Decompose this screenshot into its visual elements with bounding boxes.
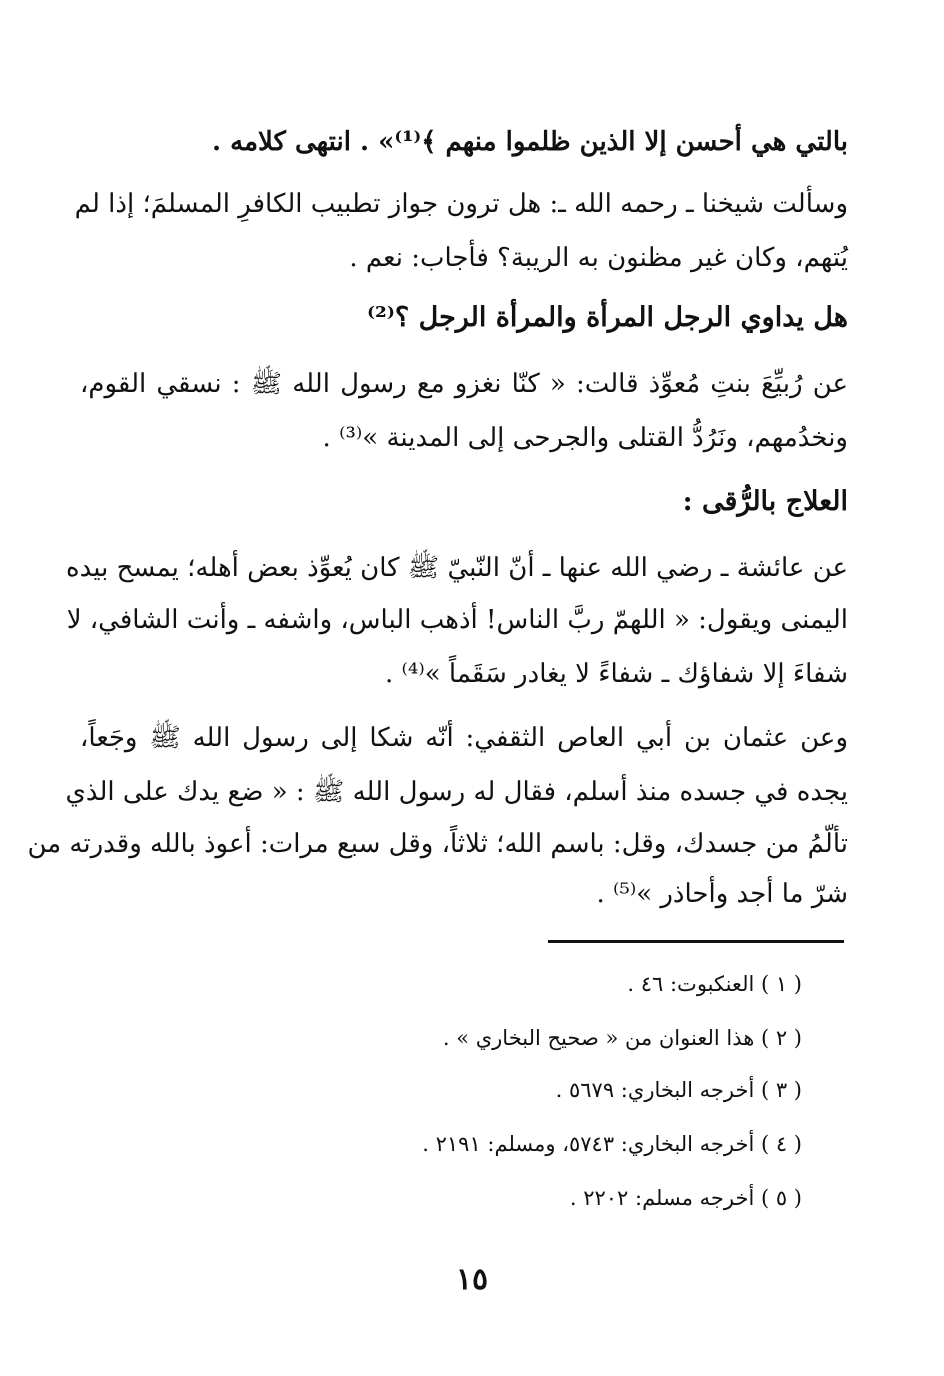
paragraph-line: ونخدُمهم، ونَرُدُّ القتلى والجرحى إلى المدينة »⁽³⁾ . xyxy=(322,423,848,453)
footnote: ( ١ ) العنكبوت: ٤٦ . xyxy=(627,972,802,996)
paragraph-line: شرّ ما أجد وأحاذر »⁽⁵⁾ . xyxy=(596,879,848,909)
page-number: ١٥ xyxy=(455,1262,489,1297)
footnote-separator xyxy=(548,940,844,943)
paragraph-line: تألّمُ من جسدك، وقل: باسم الله؛ ثلاثاً، وقل سبع مرات: أعوذ بالله وقدرته من xyxy=(27,829,848,859)
paragraph-line: اليمنى ويقول: « اللهمّ ربَّ الناس! أذهب الباس، واشفه ـ وأنت الشافي، لا xyxy=(66,605,848,635)
footnote: ( ٣ ) أخرجه البخاري: ٥٦٧٩ . xyxy=(555,1078,802,1102)
footnote: ( ٥ ) أخرجه مسلم: ٢٢٠٢ . xyxy=(569,1186,802,1210)
section-heading: هل يداوي الرجل المرأة والمرأة الرجل ؟⁽²⁾ xyxy=(366,302,848,333)
paragraph-line: عن رُبيِّعَ بنتِ مُعوِّذ قالت: « كنّا نغزو مع رسول الله ﷺ : نسقي القوم، xyxy=(80,369,848,399)
paragraph-line: يُتهم، وكان غير مظنون به الريبة؟ فأجاب: نعم . xyxy=(349,243,848,273)
paragraph-line: عن عائشة ـ رضي الله عنها ـ أنّ النّبيّ ﷺ كان يُعوِّذ بعض أهله؛ يمسح بيده xyxy=(66,553,848,583)
footnote: ( ٢ ) هذا العنوان من « صحيح البخاري » . xyxy=(442,1026,802,1050)
footnote: ( ٤ ) أخرجه البخاري: ٥٧٤٣، ومسلم: ٢١٩١ . xyxy=(422,1132,802,1156)
paragraph-line: وعن عثمان بن أبي العاص الثقفي: أنّه شكا إلى رسول الله ﷺ وجَعاً، xyxy=(80,723,848,753)
quran-verse-line: بالتي هي أحسن إلا الذين ظلموا منهم ﴾⁽¹⁾» . انتهى كلامه . xyxy=(212,127,848,157)
paragraph-line: شفاءَ إلا شفاؤك ـ شفاءً لا يغادر سَقَماً »⁽⁴⁾ . xyxy=(384,659,848,689)
paragraph-line: يجده في جسده منذ أسلم، فقال له رسول الله ﷺ : « ضع يدك على الذي xyxy=(65,777,848,807)
section-heading: العلاج بالرُّقى : xyxy=(682,486,848,517)
paragraph-line: وسألت شيخنا ـ رحمه الله ـ: هل ترون جواز تطبيب الكافرِ المسلمَ؛ إذا لم xyxy=(74,189,848,219)
